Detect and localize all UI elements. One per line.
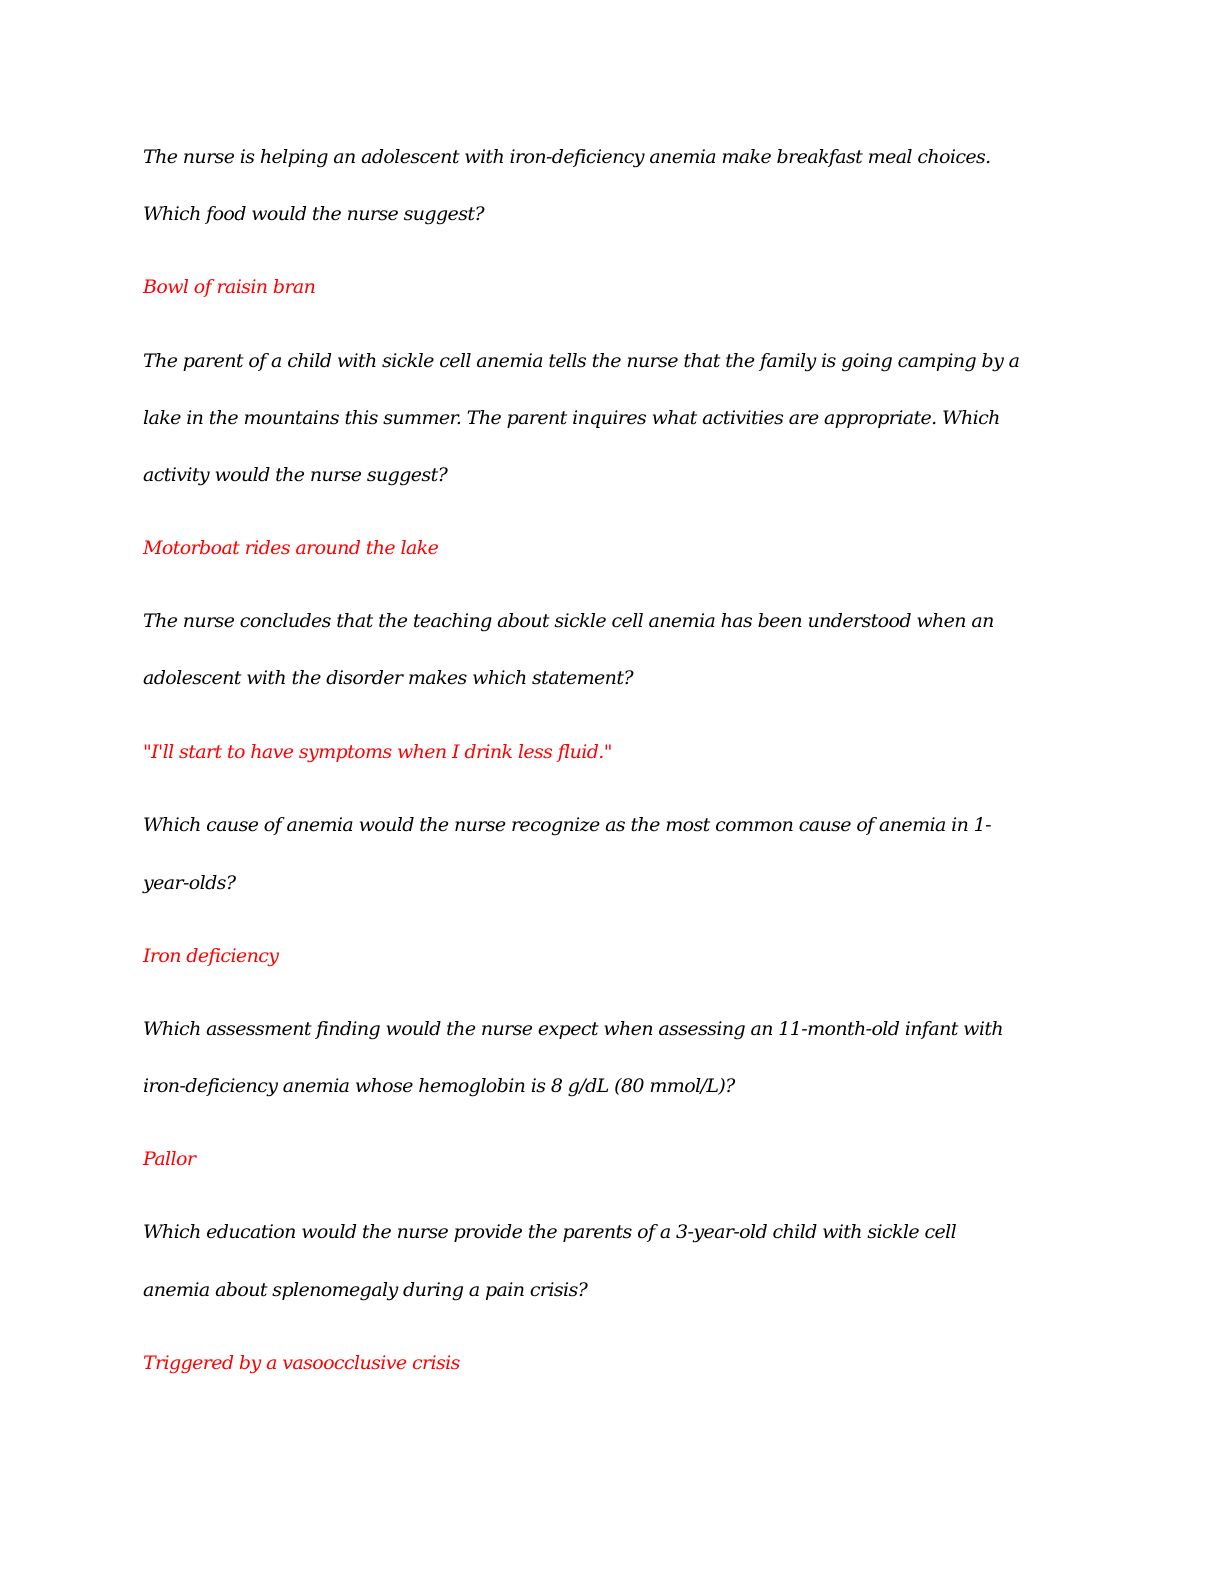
question-line: year-olds? xyxy=(143,872,236,894)
question-line: adolescent with the disorder makes which statement? xyxy=(143,667,633,689)
question-line: The nurse is helping an adolescent with iron-deficiency anemia make breakfast meal choices. xyxy=(143,146,991,168)
question-line: Which cause of anemia would the nurse recognize as the most common cause of anemia in 1- xyxy=(143,814,991,836)
question-line: Which assessment finding would the nurse expect when assessing an 11-month-old infant with xyxy=(143,1018,1003,1040)
question-line: lake in the mountains this summer. The parent inquires what activities are appropriate. Which xyxy=(143,407,1000,429)
question-line: Which education would the nurse provide the parents of a 3-year-old child with sickle cell xyxy=(143,1221,957,1243)
question-line: The nurse concludes that the teaching about sickle cell anemia has been understood when an xyxy=(143,610,994,632)
answer-text: Motorboat rides around the lake xyxy=(143,537,439,559)
question-line: iron-deficiency anemia whose hemoglobin is 8 g/dL (80 mmol/L)? xyxy=(143,1075,735,1097)
question-line: anemia about splenomegaly during a pain crisis? xyxy=(143,1279,588,1301)
answer-text: Triggered by a vasoocclusive crisis xyxy=(143,1352,460,1374)
answer-text: Bowl of raisin bran xyxy=(143,276,316,298)
answer-text: "I'll start to have symptoms when I drink less fluid." xyxy=(143,741,612,763)
question-line: Which food would the nurse suggest? xyxy=(143,203,484,225)
question-line: activity would the nurse suggest? xyxy=(143,464,448,486)
question-line: The parent of a child with sickle cell anemia tells the nurse that the family is going camping by a xyxy=(143,350,1020,372)
answer-text: Iron deficiency xyxy=(143,945,279,967)
answer-text: Pallor xyxy=(143,1148,196,1170)
